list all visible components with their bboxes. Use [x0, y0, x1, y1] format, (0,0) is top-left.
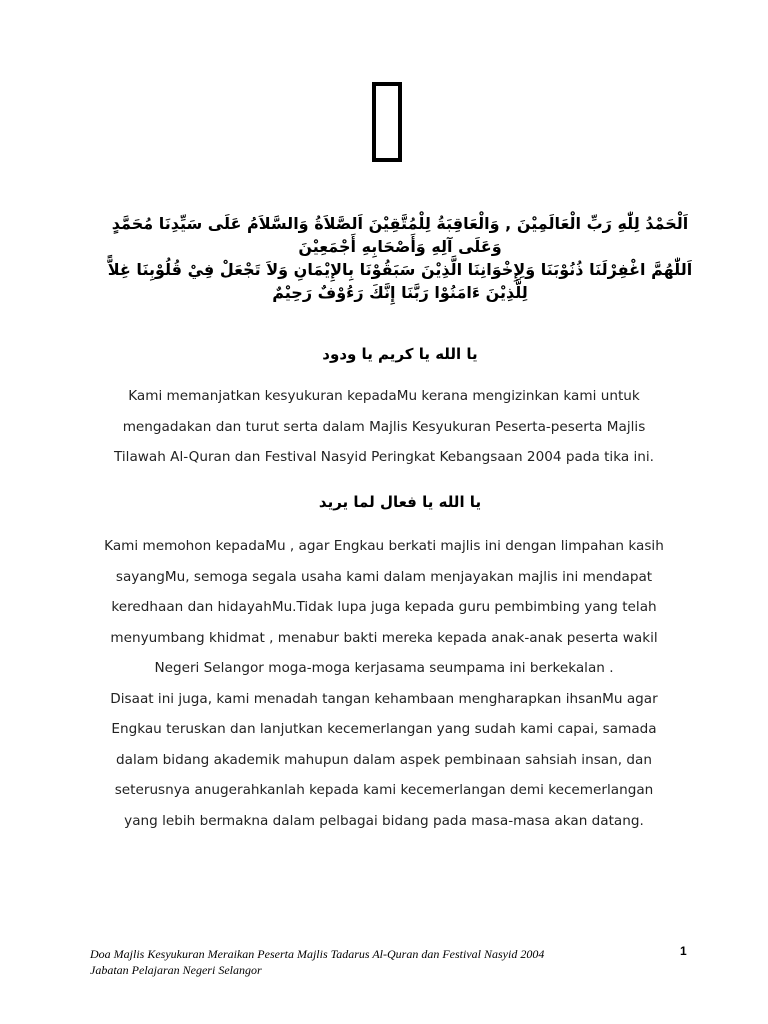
arabic-invocation-2: يا الله يا فعال لما يريد [318, 493, 482, 511]
text-line: mengadakan dan turut serta dalam Majlis Kesyukuran Peserta-peserta Majlis [122, 418, 646, 435]
paragraph-gratitude [84, 381, 684, 473]
arabic-line: اَلْحَمْدُ لِلّٰهِ رَبِّ الْعَالَمِيْنَ , وَالْعَاقِبَةُ لِلْمُتَّقِيْنَ اَلصَّلاَةُ وَالسَّلاَمُ عَلَى سَيِّدِنَا مُحَمَّدٍ وَعَلَى آلِهِ وَأَصْحَابِهِ أَجْمَعِيْنَ [111, 214, 689, 256]
page-number: 1 [680, 944, 687, 958]
arabic-invocation-1: يا الله يا كريم يا ودود [322, 345, 478, 363]
text-line: seterusnya anugerahkanlah kepada kami kecemerlangan demi kecemerlangan [114, 782, 654, 798]
text-line: yang lebih bermakna dalam pelbagai bidang pada masa-masa akan datang. [124, 812, 644, 829]
text-line: Negeri Selangor moga-moga kerjasama seumpama ini berkekalan . [154, 660, 614, 676]
page-footer [90, 946, 650, 978]
footer-title: Doa Majlis Kesyukuran Meraikan Peserta Majlis Tadarus Al-Quran dan Festival Nasyid 2004 [90, 947, 545, 961]
text-line: Kami memohon kepadaMu , agar Engkau berkati majlis ini dengan limpahan kasih [104, 538, 664, 554]
text-line: menyumbang khidmat , menabur bakti mereka kepada anak-anak peserta wakil [110, 629, 658, 646]
text-line: sayangMu, semoga segala usaha kami dalam menjayakan majlis ini mendapat [115, 568, 653, 585]
footer-organization: Jabatan Pelajaran Negeri Selangor [90, 963, 262, 977]
paragraph-supplication [84, 531, 684, 836]
text-line: Tilawah Al-Quran dan Festival Nasyid Peringkat Kebangsaan 2004 pada tika ini. [114, 449, 654, 465]
text-line: keredhaan dan hidayahMu.Tidak lupa juga kepada guru pembimbing yang telah [111, 599, 657, 615]
text-line: Disaat ini juga, kami menadah tangan kehambaan mengharapkan ihsanMu agar [110, 690, 658, 707]
missing-glyph-icon [372, 82, 402, 162]
text-line: Kami memanjatkan kesyukuran kepadaMu kerana mengizinkan kami untuk [128, 388, 640, 404]
text-line: dalam bidang akademik mahupun dalam aspek pembinaan sahsiah insan, dan [116, 751, 652, 768]
arabic-opening-prayer [100, 212, 700, 304]
text-line: Engkau teruskan dan lanjutkan kecemerlangan yang sudah kami capai, samada [111, 721, 657, 737]
arabic-line: اَللّٰهُمَّ اغْفِرْلَنَا ذُنُوْبَنَا وَلِإِخْوَانِنَا الَّذِيْنَ سَبَقُوْنَا بِالإِيْمَانِ وَلاَ تَجْعَلْ فِيْ قُلُوْبِنَا غِلاًّ لِلَّذِيْنَ ءَامَنُوْا رَبَّنَا إِنَّكَ رَءُوْفٌ رَحِيْمٌ [107, 260, 693, 302]
